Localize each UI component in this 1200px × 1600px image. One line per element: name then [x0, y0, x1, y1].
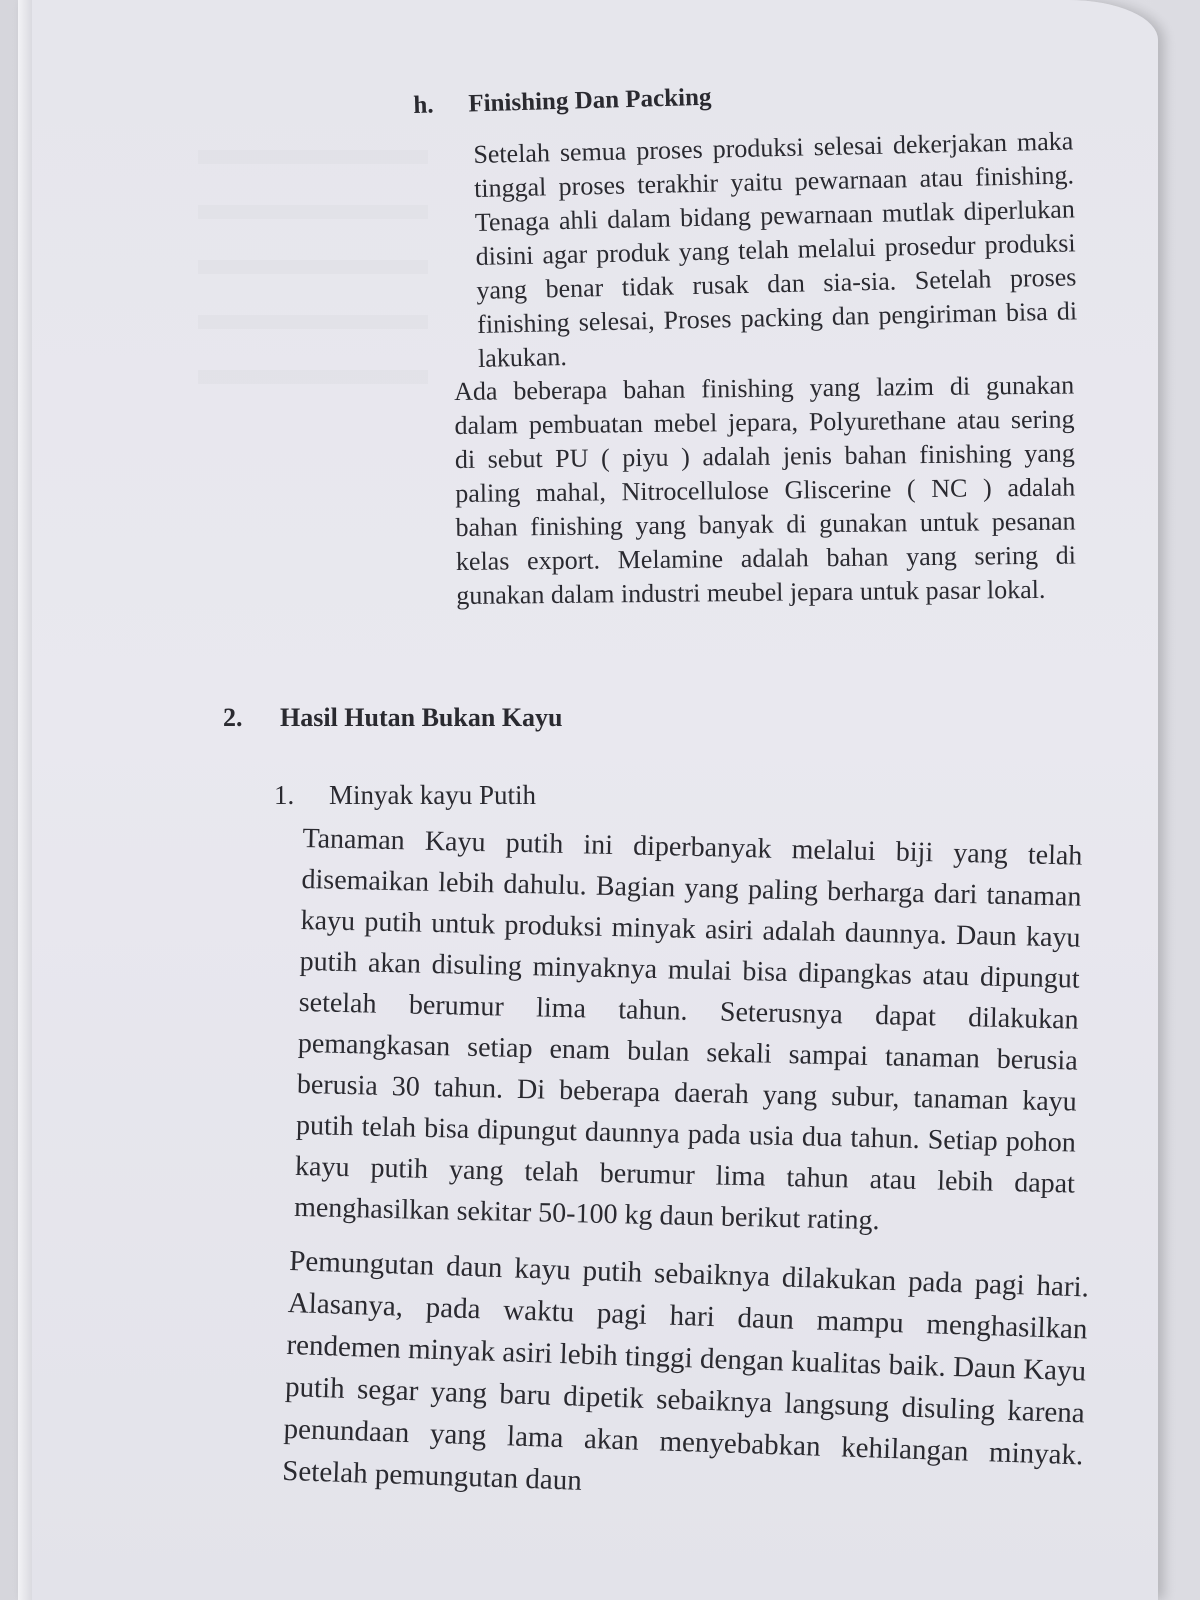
subsection-marker: h.	[413, 91, 434, 119]
list-item-marker: 1.	[274, 780, 295, 810]
list-item-label: Minyak kayu Putih	[329, 780, 536, 810]
page-content	[18, 0, 1158, 1600]
book-page	[18, 0, 1158, 1600]
section-title: Hasil Hutan Bukan Kayu	[280, 703, 563, 732]
paragraph-pemungutan: Pemungutan daun kayu putih sebaiknya dilakukan pada pagi hari. Alasanya, pada waktu pagi hari daun mampu menghasilkan rendemen minyak asiri lebih tinggi dengan kualitas baik. Daun Kayu putih segar yang baru dipetik sebaiknya langsung disuling karena penundaan yang lama akan menyebabkan kehilangan minyak. Setelah pemungutan daun	[281, 1244, 1090, 1497]
list-item-title	[274, 780, 536, 811]
subsection-heading-finishing	[413, 74, 1064, 120]
section-heading-hasil-hutan	[223, 703, 563, 733]
paragraph-finishing: Setelah semua proses produksi selesai dekerjakan maka tinggal proses terakhir yaitu pewarnaan atau finishing. Tenaga ahli dalam bidang pewarnaan mutlak diperlukan disini agar produk yang telah melalui prosedur produksi yang benar tidak rusak dan sia-sia. Setelah proses finishing selesai, Proses packing dan pengiriman bisa di lakukan.	[473, 126, 1078, 373]
subsection-title: Finishing Dan Packing	[467, 83, 712, 118]
section-marker: 2.	[223, 703, 243, 732]
paragraph-kayu-putih: Tanaman Kayu putih ini diperbanyak melalui biji yang telah disemaikan lebih dahulu. Bagian yang paling berharga dari tanaman kayu putih untuk produksi minyak asiri adalah daunnya. Daun kayu putih akan disuling minyaknya mulai bisa dipangkas atau dipungut setelah berumur lima tahun. Seterusnya dapat dilakukan pemangkasan setiap enam bulan sekali sampai tanaman berusia berusia 30 tahun. Di beberapa daerah yang subur, tanaman kayu putih telah bisa dipungut daunnya pada usia dua tahun. Setiap pohon kayu putih yang telah berumur lima tahun atau lebih dapat menghasilkan sekitar 50-100 kg daun berikut rating.	[293, 822, 1083, 1237]
paragraph-finishing-materials: Ada beberapa bahan finishing yang lazim di gunakan dalam pembuatan mebel jepara, Polyurethane atau sering di sebut PU ( piyu ) adalah jenis bahan finishing yang paling mahal, Nitrocellulose Gliscerine ( NC ) adalah bahan finishing yang banyak di gunakan untuk pesanan kelas export. Melamine adalah bahan yang sering di gunakan dalam industri meubel jepara untuk pasar lokal.	[454, 370, 1077, 610]
